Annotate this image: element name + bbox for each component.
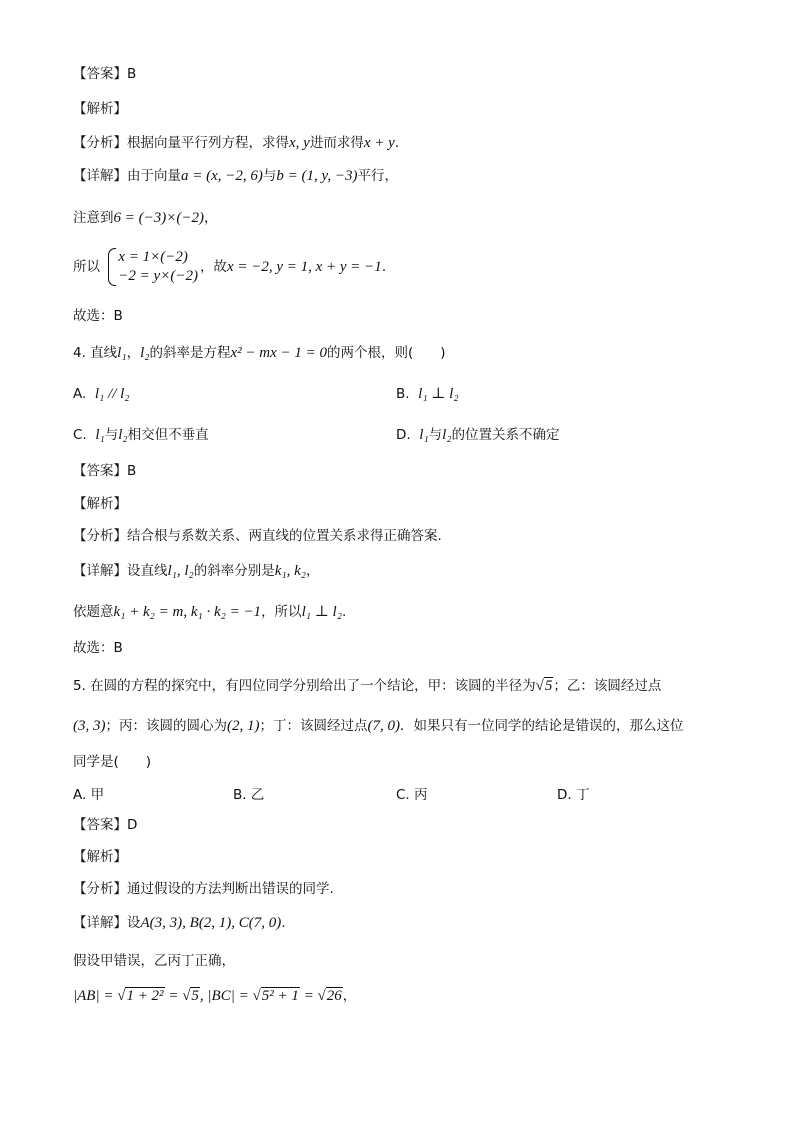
q4-option-c	[73, 425, 209, 445]
q4-option-b	[396, 384, 459, 404]
math: l₁	[117, 345, 127, 361]
sqrt: √5² + 1	[252, 988, 299, 1004]
jiexi-1: 【解析】	[73, 101, 127, 117]
text: 【详解】由于向量	[73, 168, 181, 184]
sqrt: √5	[535, 678, 553, 694]
math: =	[299, 988, 318, 1004]
option-math: l₁	[419, 427, 429, 443]
sqrt: √1 + 2²	[117, 988, 164, 1004]
sqrt-radicand: 26	[326, 988, 342, 1004]
math: x² − mx − 1 = 0	[230, 345, 327, 361]
math: x = −2, y = 1, x + y = −1	[226, 259, 382, 275]
text: 与	[262, 168, 277, 184]
guxuan-2: 故选：B	[73, 640, 123, 656]
math: l₂	[140, 345, 150, 361]
jiexi-3: 【解析】	[73, 849, 127, 865]
question-5-line-1	[73, 676, 661, 696]
text: ，	[203, 210, 218, 226]
math: |AB| =	[73, 988, 118, 1004]
sys-row: x = 1×(−2)	[118, 249, 188, 265]
sqrt: √26	[317, 988, 342, 1004]
text: .	[341, 604, 347, 620]
sqrt-radicand: 5	[544, 678, 553, 694]
math: k₁ + k₂ = m, k₁ · k₂ = −1	[113, 604, 262, 620]
text: .	[381, 259, 387, 275]
math: x + y	[363, 135, 395, 151]
text: ，	[342, 988, 357, 1004]
option-text: 相交但不垂直	[127, 427, 209, 443]
sqrt: √5	[182, 988, 199, 1004]
text: .	[394, 135, 400, 151]
text: .	[281, 915, 286, 931]
ans-1: 【答案】B	[73, 66, 137, 82]
vector-a: a = (x, −2, 6)	[181, 168, 263, 184]
xiangjie-3	[73, 913, 286, 933]
text: ，	[126, 345, 141, 361]
math: =	[164, 988, 183, 1004]
math: x, y	[289, 135, 310, 151]
q5-option-a: A. 甲	[73, 787, 105, 803]
option-math: l₂	[118, 427, 128, 443]
math: 6 = (−3)×(−2)	[113, 210, 204, 226]
vector-b: b = (1, y, −3)	[276, 168, 358, 184]
xiangjie-1	[73, 166, 398, 186]
zhuyi	[73, 208, 217, 228]
q5-option-d: D. 丁	[557, 787, 590, 803]
option-math: l₂	[442, 427, 452, 443]
q5-option-b: B. 乙	[233, 787, 265, 803]
q5-option-c: C. 丙	[396, 787, 428, 803]
math: l₁, l₂	[167, 563, 194, 579]
jiashe: 假设甲错误，乙丙丁正确，	[73, 953, 235, 969]
guxuan-1: 故选：B	[73, 308, 123, 324]
option-math: l₁	[95, 427, 105, 443]
ans-2: 【答案】B	[73, 463, 137, 479]
brace	[108, 248, 116, 286]
text: 【分析】根据向量平行列方程，求得	[73, 135, 289, 151]
text: 注意到	[73, 210, 114, 226]
text: 【详解】设	[73, 915, 141, 931]
math: (7, 0)	[367, 718, 400, 734]
text: 进而求得	[309, 135, 364, 151]
text: 的斜率分别是	[193, 563, 275, 579]
xiangjie-2	[73, 561, 320, 581]
option-letter: B.	[396, 386, 410, 402]
text: 4. 直线	[73, 345, 118, 361]
math: (3, 3)	[73, 718, 106, 734]
ans-3: 【答案】D	[73, 817, 138, 833]
text: 5. 在圆的方程的探究中，有四位同学分别给出了一个结论，甲：该圆的半径为	[73, 678, 536, 694]
text: ．如果只有一位同学的结论是错误的，那么这位	[400, 718, 684, 734]
math: A(3, 3), B(2, 1), C(7, 0)	[140, 915, 282, 931]
text: ，	[306, 563, 320, 579]
suoyi	[73, 248, 386, 286]
fenxi-3: 【分析】通过假设的方法判断出错误的同学.	[73, 881, 334, 897]
q4-option-a	[73, 384, 130, 404]
yiti	[73, 602, 346, 622]
sqrt-radicand: 5	[191, 988, 199, 1004]
option-letter: C.	[73, 427, 87, 443]
math: l₁ ⊥ l₂	[301, 604, 342, 620]
fenxi-2: 【分析】结合根与系数关系、两直线的位置关系求得正确答案.	[73, 528, 442, 544]
question-5-line-2	[73, 716, 684, 736]
question-4	[73, 343, 446, 363]
option-math: l₁ ⊥ l₂	[418, 386, 459, 402]
math: , |BC| =	[199, 988, 253, 1004]
text: 的两个根，则( )	[326, 345, 446, 361]
question-5-line-3: 同学是( )	[73, 754, 152, 770]
text: 的斜率是方程	[149, 345, 231, 361]
option-math: l₁ // l₂	[94, 386, 130, 402]
math: (2, 1)	[227, 718, 260, 734]
q4-option-d	[396, 425, 560, 445]
sys-row: −2 = y×(−2)	[118, 268, 198, 284]
sqrt-radicand: 1 + 2²	[126, 988, 164, 1004]
equation-system	[106, 248, 198, 286]
text: 依题意	[73, 604, 114, 620]
jiexi-2: 【解析】	[73, 496, 127, 512]
option-text: 与	[428, 427, 443, 443]
text: ，故	[199, 259, 227, 275]
option-letter: D.	[396, 427, 411, 443]
text: 【详解】设直线	[73, 563, 168, 579]
sqrt-radicand: 5² + 1	[261, 988, 299, 1004]
text: 平行，	[357, 168, 398, 184]
option-letter: A.	[73, 386, 87, 402]
option-text: 的位置关系不确定	[451, 427, 560, 443]
text: 所以	[73, 259, 100, 275]
distance-calc	[73, 986, 356, 1006]
text: ；丁：该圆经过点	[259, 718, 368, 734]
text: ；乙：该圆经过点	[553, 678, 662, 694]
option-text: 与	[104, 427, 119, 443]
math: k₁, k₂	[274, 563, 307, 579]
text: ，所以	[261, 604, 302, 620]
text: ；丙：该圆的圆心为	[105, 718, 227, 734]
fenxi-1	[73, 133, 399, 153]
